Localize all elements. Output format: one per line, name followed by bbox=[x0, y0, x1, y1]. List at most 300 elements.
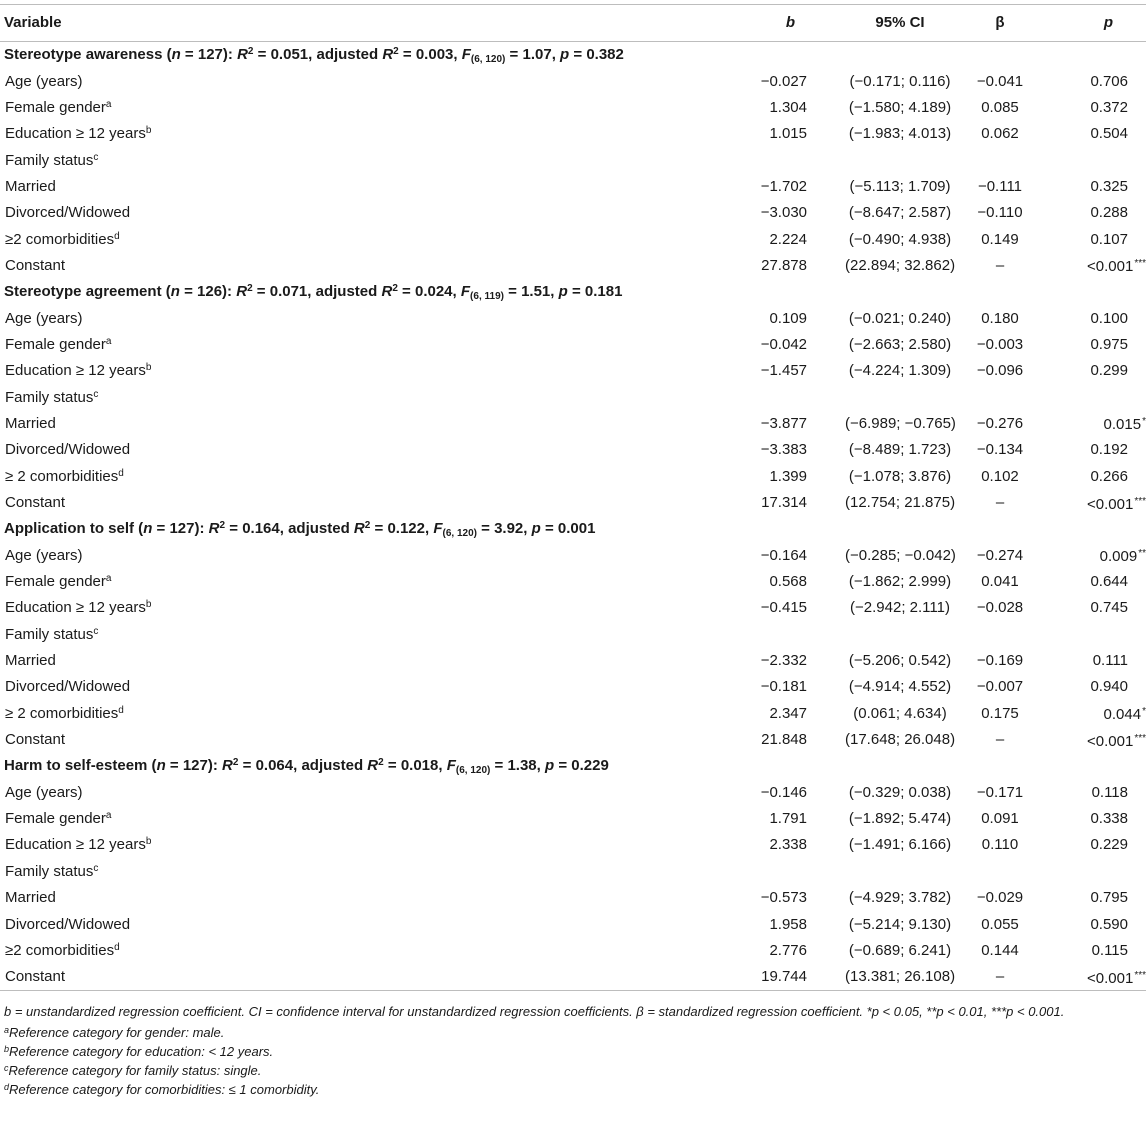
value-p: <0.001 bbox=[1087, 969, 1134, 987]
footnote bbox=[4, 1080, 1146, 1099]
row-label-cell bbox=[0, 727, 640, 753]
table-row bbox=[0, 200, 1146, 226]
value-ci: (−1.862; 2.999) bbox=[848, 573, 952, 591]
row-label: Divorced/Widowed bbox=[5, 441, 131, 459]
table-row bbox=[0, 543, 1146, 569]
cell-beta bbox=[955, 938, 1045, 964]
cell-beta bbox=[955, 358, 1045, 384]
cell-ci bbox=[845, 543, 955, 569]
cell-b bbox=[640, 437, 845, 463]
cell-p bbox=[1045, 806, 1146, 832]
cell-p bbox=[1045, 885, 1146, 911]
row-label: Constant bbox=[5, 494, 66, 512]
section-header-row bbox=[0, 753, 1146, 779]
cell-p bbox=[1045, 964, 1146, 991]
row-label-cell bbox=[0, 200, 640, 226]
footnote-marker: d bbox=[118, 467, 124, 479]
row-label-cell bbox=[0, 226, 640, 252]
superscript: 2 bbox=[219, 520, 226, 532]
cell-ci bbox=[845, 226, 955, 252]
row-label-cell bbox=[0, 674, 640, 700]
footnote-text: Reference category for comorbidities: ≤ 1 comorbidity. bbox=[9, 1082, 320, 1098]
value-ci: (−2.942; 2.111) bbox=[850, 599, 950, 617]
value-beta: −0.096 bbox=[976, 362, 1024, 380]
cell-p bbox=[1045, 384, 1146, 410]
cell-ci bbox=[845, 911, 955, 937]
section-name: Stereotype awareness bbox=[4, 46, 163, 64]
row-label: Education ≥ 12 years bbox=[5, 362, 146, 380]
section-f: 1.51 bbox=[521, 283, 551, 301]
cell-p bbox=[1045, 174, 1146, 200]
value-beta: 0.055 bbox=[981, 915, 1019, 933]
row-label-cell bbox=[0, 411, 640, 437]
row-label: Family status bbox=[5, 151, 94, 169]
footnote-marker: d bbox=[114, 230, 120, 242]
row-label: Education ≥ 12 years bbox=[5, 125, 146, 143]
cell-ci bbox=[845, 68, 955, 94]
row-label: ≥2 comorbidities bbox=[5, 941, 115, 959]
value-beta: −0.276 bbox=[976, 414, 1024, 432]
cell-p bbox=[1045, 543, 1146, 569]
cell-ci bbox=[845, 121, 955, 147]
cell-b bbox=[640, 411, 845, 437]
cell-beta bbox=[955, 332, 1045, 358]
table-row bbox=[0, 911, 1146, 937]
section-p: 0.001 bbox=[557, 520, 596, 538]
header-p: p bbox=[1045, 5, 1146, 42]
row-label-cell bbox=[0, 543, 640, 569]
value-p: 0.795 bbox=[1090, 889, 1128, 907]
cell-ci bbox=[845, 806, 955, 832]
value-ci: (22.894; 32.862) bbox=[845, 256, 956, 274]
footnote-marker: b bbox=[145, 599, 152, 611]
row-label: Female gender bbox=[5, 335, 106, 353]
value-beta: – bbox=[995, 494, 1005, 512]
cell-ci bbox=[845, 701, 955, 727]
cell-p bbox=[1045, 437, 1146, 463]
cell-b bbox=[640, 674, 845, 700]
value-beta: −0.171 bbox=[976, 783, 1024, 801]
cell-p bbox=[1045, 911, 1146, 937]
value-p: <0.001 bbox=[1087, 258, 1134, 276]
superscript: 2 bbox=[247, 46, 254, 58]
footnote-marker: c bbox=[93, 625, 99, 637]
n-symbol: n bbox=[156, 757, 166, 775]
cell-b bbox=[640, 358, 845, 384]
cell-ci bbox=[845, 832, 955, 858]
value-beta: 0.175 bbox=[981, 704, 1019, 722]
cell-ci bbox=[845, 674, 955, 700]
r2-symbol: R bbox=[237, 46, 248, 64]
cell-beta bbox=[955, 780, 1045, 806]
cell-beta bbox=[955, 885, 1045, 911]
value-p: 0.115 bbox=[1091, 941, 1128, 959]
row-label: Divorced/Widowed bbox=[5, 915, 131, 933]
value-ci: (0.061; 4.634) bbox=[853, 704, 947, 722]
row-label: Divorced/Widowed bbox=[5, 678, 131, 696]
value-b: −0.027 bbox=[760, 72, 807, 90]
cell-beta bbox=[955, 727, 1045, 753]
table-row bbox=[0, 569, 1146, 595]
section-n: 127 bbox=[182, 757, 208, 775]
cell-beta bbox=[955, 674, 1045, 700]
adj-r2-symbol: R bbox=[382, 46, 394, 64]
value-b: 2.338 bbox=[769, 836, 807, 854]
row-label: Married bbox=[5, 414, 56, 432]
cell-beta bbox=[955, 147, 1045, 173]
value-ci: (12.754; 21.875) bbox=[845, 494, 956, 512]
header-ci: 95% CI bbox=[845, 5, 955, 42]
cell-beta bbox=[955, 806, 1045, 832]
value-p: 0.504 bbox=[1090, 125, 1128, 143]
value-beta: 0.102 bbox=[981, 467, 1019, 485]
value-ci: (−0.285; −0.042) bbox=[845, 546, 956, 564]
footnote-marker: c bbox=[93, 388, 99, 400]
cell-p bbox=[1045, 727, 1146, 753]
value-p: 0.229 bbox=[1090, 836, 1128, 854]
significance-stars: ** bbox=[1138, 548, 1146, 560]
cell-beta bbox=[955, 226, 1045, 252]
value-ci: (−4.224; 1.309) bbox=[848, 362, 952, 380]
cell-ci bbox=[845, 490, 955, 516]
cell-b bbox=[640, 490, 845, 516]
cell-p bbox=[1045, 305, 1146, 331]
cell-p bbox=[1045, 464, 1146, 490]
cell-ci bbox=[845, 305, 955, 331]
header-b: b bbox=[640, 5, 845, 42]
value-p: 0.118 bbox=[1091, 783, 1128, 801]
table-row bbox=[0, 253, 1146, 279]
cell-ci bbox=[845, 938, 955, 964]
row-label: Family status bbox=[5, 625, 94, 643]
value-b: −1.702 bbox=[760, 177, 807, 195]
cell-p bbox=[1045, 674, 1146, 700]
value-b: 19.744 bbox=[761, 968, 807, 986]
cell-b bbox=[640, 95, 845, 121]
adj-r2-symbol: R bbox=[353, 520, 365, 538]
row-label-cell bbox=[0, 464, 640, 490]
footnote-marker: c bbox=[93, 151, 99, 163]
cell-beta bbox=[955, 911, 1045, 937]
value-p: <0.001 bbox=[1087, 732, 1134, 750]
cell-beta bbox=[955, 595, 1045, 621]
table-row bbox=[0, 147, 1146, 173]
header-beta: β bbox=[955, 5, 1045, 42]
cell-b bbox=[640, 200, 845, 226]
value-ci: (−6.989; −0.765) bbox=[845, 414, 956, 432]
cell-p bbox=[1045, 701, 1146, 727]
row-label-cell bbox=[0, 68, 640, 94]
cell-p bbox=[1045, 68, 1146, 94]
row-label-cell bbox=[0, 95, 640, 121]
cell-b bbox=[640, 885, 845, 911]
value-p: 0.192 bbox=[1090, 441, 1128, 459]
value-b: 1.304 bbox=[769, 98, 807, 116]
cell-b bbox=[640, 806, 845, 832]
row-label-cell bbox=[0, 622, 640, 648]
cell-b bbox=[640, 938, 845, 964]
cell-p bbox=[1045, 595, 1146, 621]
value-ci: (−8.489; 1.723) bbox=[848, 441, 952, 459]
value-beta: −0.111 bbox=[977, 177, 1023, 195]
table-row bbox=[0, 464, 1146, 490]
cell-ci bbox=[845, 200, 955, 226]
table-row bbox=[0, 411, 1146, 437]
value-b: 1.015 bbox=[769, 125, 807, 143]
value-b: 2.776 bbox=[769, 941, 807, 959]
row-label-cell bbox=[0, 701, 640, 727]
value-ci: (−5.214; 9.130) bbox=[848, 915, 952, 933]
footnote-mark: c bbox=[4, 1063, 9, 1074]
section-df: (6, 119) bbox=[470, 291, 504, 303]
row-label-cell bbox=[0, 147, 640, 173]
p-symbol: p bbox=[531, 520, 541, 538]
cell-b bbox=[640, 569, 845, 595]
value-ci: (13.381; 26.108) bbox=[845, 968, 956, 986]
table-row bbox=[0, 358, 1146, 384]
value-beta: −0.134 bbox=[976, 441, 1024, 459]
footnote-marker: d bbox=[118, 704, 124, 716]
section-f: 3.92 bbox=[494, 520, 524, 538]
cell-beta bbox=[955, 411, 1045, 437]
row-label-cell bbox=[0, 859, 640, 885]
row-label-cell bbox=[0, 358, 640, 384]
value-beta: −0.028 bbox=[976, 599, 1024, 617]
table-row bbox=[0, 885, 1146, 911]
cell-beta bbox=[955, 305, 1045, 331]
section-header: Application to self (n = 127): $R^2 = 0.164$, adjusted $R^2 = 0.122$, $F_{(6, 120)} = 3.92$, p = 0.001 bbox=[4, 520, 596, 540]
cell-beta bbox=[955, 622, 1045, 648]
table-row bbox=[0, 727, 1146, 753]
cell-b bbox=[640, 595, 845, 621]
section-f: 1.07 bbox=[522, 46, 552, 64]
n-symbol: n bbox=[170, 283, 180, 301]
value-beta: 0.085 bbox=[981, 98, 1019, 116]
table-row bbox=[0, 490, 1146, 516]
cell-b bbox=[640, 332, 845, 358]
superscript: 2 bbox=[378, 757, 384, 769]
row-label: Divorced/Widowed bbox=[5, 204, 131, 222]
value-p: 0.590 bbox=[1090, 915, 1128, 933]
value-b: 21.848 bbox=[761, 731, 807, 749]
footnote-marker: d bbox=[114, 941, 120, 953]
table-row bbox=[0, 437, 1146, 463]
value-b: 17.314 bbox=[761, 494, 807, 512]
cell-b bbox=[640, 253, 845, 279]
cell-b bbox=[640, 226, 845, 252]
section-adj-r2: 0.003 bbox=[415, 46, 454, 64]
value-beta: −0.041 bbox=[976, 72, 1024, 90]
value-p: 0.288 bbox=[1090, 204, 1128, 222]
section-adj-r2: 0.018 bbox=[400, 757, 439, 775]
value-ci: (−0.490; 4.938) bbox=[848, 230, 952, 248]
value-p: 0.299 bbox=[1090, 362, 1128, 380]
table-row bbox=[0, 648, 1146, 674]
value-b: −3.030 bbox=[760, 204, 807, 222]
value-p: 0.044 bbox=[1103, 706, 1142, 724]
cell-beta bbox=[955, 384, 1045, 410]
value-p: <0.001 bbox=[1087, 495, 1134, 513]
f-symbol: F bbox=[460, 283, 471, 301]
value-b: −0.415 bbox=[760, 599, 807, 617]
cell-beta bbox=[955, 569, 1045, 595]
row-label: Age (years) bbox=[5, 309, 83, 327]
significance-stars: *** bbox=[1134, 969, 1146, 981]
section-adj-r2: 0.024 bbox=[414, 283, 453, 301]
value-p: 0.111 bbox=[1092, 652, 1128, 670]
value-ci: (−0.021; 0.240) bbox=[848, 309, 952, 327]
cell-beta bbox=[955, 543, 1045, 569]
table-notes bbox=[0, 1002, 1146, 1099]
table-row bbox=[0, 174, 1146, 200]
value-p: 0.975 bbox=[1090, 335, 1128, 353]
cell-ci bbox=[845, 147, 955, 173]
table-row bbox=[0, 622, 1146, 648]
value-p: 0.338 bbox=[1090, 810, 1128, 828]
cell-ci bbox=[845, 253, 955, 279]
section-header: Harm to self-esteem (n = 127): $R^2 = 0.064$, adjusted $R^2 = 0.018$, $F_{(6, 120)} = 1.38$, p = 0.229 bbox=[4, 757, 609, 777]
footnote bbox=[4, 1023, 1146, 1042]
cell-ci bbox=[845, 437, 955, 463]
cell-ci bbox=[845, 964, 955, 991]
footnotes bbox=[4, 1023, 1146, 1099]
cell-b bbox=[640, 832, 845, 858]
footnote-marker: b bbox=[145, 125, 152, 137]
r2-symbol: R bbox=[236, 283, 248, 301]
value-p: 0.706 bbox=[1090, 72, 1128, 90]
footnote-marker: a bbox=[105, 810, 112, 822]
cell-b bbox=[640, 384, 845, 410]
cell-p bbox=[1045, 859, 1146, 885]
cell-p bbox=[1045, 411, 1146, 437]
section-df: (6, 120) bbox=[442, 528, 477, 540]
cell-ci bbox=[845, 384, 955, 410]
section-n: 127 bbox=[169, 520, 195, 538]
value-beta: −0.029 bbox=[976, 889, 1024, 907]
section-header-row bbox=[0, 516, 1146, 542]
value-ci: (−1.892; 5.474) bbox=[848, 810, 952, 828]
table-row bbox=[0, 806, 1146, 832]
footnote-marker: b bbox=[145, 836, 152, 848]
footnote-text: Reference category for gender: male. bbox=[9, 1025, 225, 1041]
cell-p bbox=[1045, 95, 1146, 121]
value-b: −3.877 bbox=[760, 414, 807, 432]
row-label-cell bbox=[0, 964, 640, 991]
cell-b bbox=[640, 911, 845, 937]
value-ci: (−1.078; 3.876) bbox=[848, 467, 952, 485]
section-r2: 0.051 bbox=[270, 46, 309, 64]
f-symbol: F bbox=[446, 757, 456, 775]
cell-p bbox=[1045, 622, 1146, 648]
row-label-cell bbox=[0, 595, 640, 621]
cell-ci bbox=[845, 411, 955, 437]
value-beta: 0.110 bbox=[981, 836, 1019, 854]
row-label: Age (years) bbox=[5, 546, 83, 564]
n-symbol: n bbox=[143, 520, 153, 538]
row-label: Education ≥ 12 years bbox=[5, 836, 146, 854]
cell-p bbox=[1045, 332, 1146, 358]
value-ci: (−0.171; 0.116) bbox=[849, 72, 951, 90]
cell-ci bbox=[845, 358, 955, 384]
value-ci: (−1.983; 4.013) bbox=[848, 125, 952, 143]
cell-p bbox=[1045, 253, 1146, 279]
f-symbol: F bbox=[433, 520, 443, 538]
table-row bbox=[0, 226, 1146, 252]
row-label: Female gender bbox=[5, 573, 106, 591]
row-label: Age (years) bbox=[5, 783, 83, 801]
table-row bbox=[0, 332, 1146, 358]
significance-stars: * bbox=[1142, 706, 1146, 718]
f-symbol: F bbox=[461, 46, 471, 64]
value-beta: – bbox=[995, 968, 1005, 986]
table-row bbox=[0, 674, 1146, 700]
row-label: Female gender bbox=[5, 98, 106, 116]
cell-p bbox=[1045, 569, 1146, 595]
section-p: 0.382 bbox=[586, 46, 624, 64]
value-p: 0.745 bbox=[1090, 599, 1128, 617]
row-label: Family status bbox=[5, 862, 94, 880]
cell-p bbox=[1045, 490, 1146, 516]
footnote-text: Reference category for education: < 12 years. bbox=[9, 1044, 274, 1060]
row-label-cell bbox=[0, 384, 640, 410]
value-beta: 0.149 bbox=[981, 230, 1019, 248]
row-label: Family status bbox=[5, 388, 94, 406]
row-label: ≥ 2 comorbidities bbox=[5, 704, 119, 722]
cell-p bbox=[1045, 780, 1146, 806]
value-ci: (−4.929; 3.782) bbox=[848, 889, 952, 907]
table-row bbox=[0, 701, 1146, 727]
section-df: (6, 120) bbox=[470, 54, 506, 66]
value-p: 0.015 bbox=[1103, 416, 1142, 434]
significance-stars: * bbox=[1142, 416, 1146, 428]
cell-ci bbox=[845, 332, 955, 358]
cell-beta bbox=[955, 832, 1045, 858]
value-ci: (−1.491; 6.166) bbox=[848, 836, 952, 854]
row-label-cell bbox=[0, 911, 640, 937]
row-label-cell bbox=[0, 437, 640, 463]
value-b: 1.399 bbox=[769, 467, 807, 485]
cell-b bbox=[640, 622, 845, 648]
value-ci: (−1.580; 4.189) bbox=[848, 98, 952, 116]
cell-ci bbox=[845, 780, 955, 806]
significance-stars: *** bbox=[1134, 258, 1146, 270]
value-ci: (−5.113; 1.709) bbox=[849, 177, 951, 195]
value-ci: (−0.689; 6.241) bbox=[848, 941, 952, 959]
cell-b bbox=[640, 543, 845, 569]
value-ci: (−2.663; 2.580) bbox=[848, 335, 952, 353]
value-p: 0.372 bbox=[1090, 98, 1128, 116]
cell-b bbox=[640, 964, 845, 991]
cell-p bbox=[1045, 121, 1146, 147]
row-label-cell bbox=[0, 885, 640, 911]
row-label: Constant bbox=[5, 256, 66, 274]
table-row bbox=[0, 832, 1146, 858]
n-symbol: n bbox=[171, 46, 181, 64]
cell-ci bbox=[845, 569, 955, 595]
significance-stars: *** bbox=[1134, 732, 1146, 744]
section-name: Stereotype agreement bbox=[4, 283, 162, 301]
footnote-marker: c bbox=[93, 862, 99, 874]
cell-ci bbox=[845, 859, 955, 885]
cell-ci bbox=[845, 622, 955, 648]
adj-r2-symbol: R bbox=[381, 283, 393, 301]
row-label: Married bbox=[5, 889, 56, 907]
cell-p bbox=[1045, 226, 1146, 252]
cell-beta bbox=[955, 95, 1045, 121]
cell-ci bbox=[845, 595, 955, 621]
section-r2: 0.164 bbox=[242, 520, 280, 538]
value-beta: −0.274 bbox=[976, 546, 1024, 564]
